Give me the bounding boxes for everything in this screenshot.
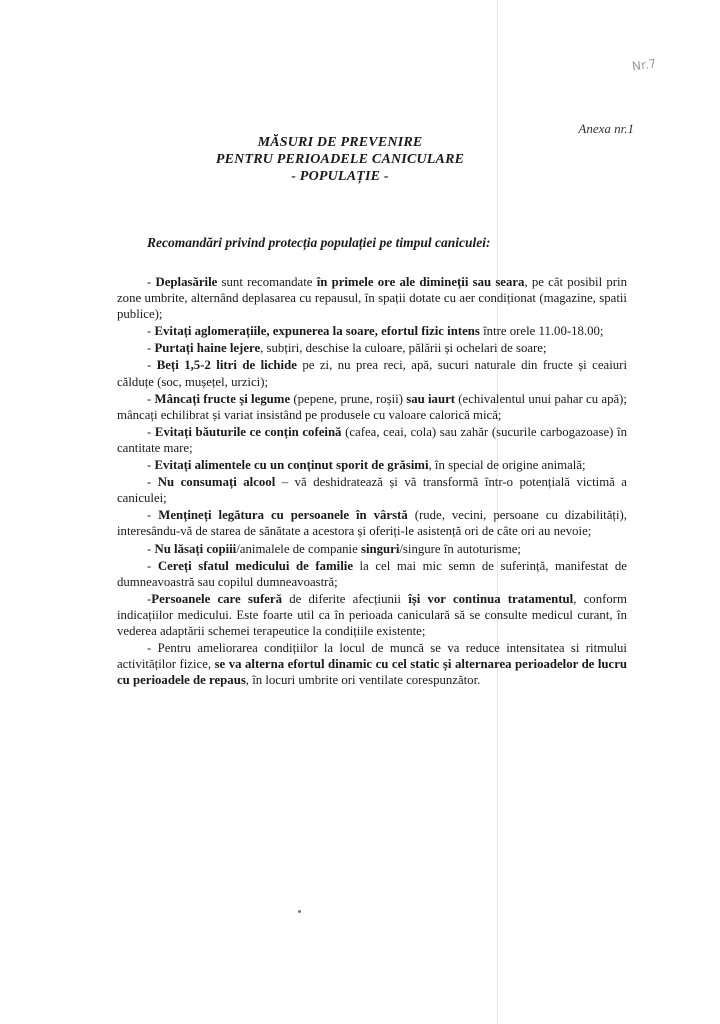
recommendation-paragraph xyxy=(117,507,627,539)
body-text: - xyxy=(147,391,155,406)
recommendation-paragraph xyxy=(117,357,627,389)
body-text: (rude, vecini, persoane cu dizabilități), interesându-vă de starea de sănătate a acestora și oferiți-le asistență ori de câte ori au nevoie; xyxy=(117,508,627,539)
body-text: sunt recomandate xyxy=(217,275,317,289)
body-text: - xyxy=(147,275,156,289)
body-text: /singure în autoturisme; xyxy=(399,541,521,556)
body-text: la cel mai mic semn de suferință, manifestat de dumneavoastră sau copilul dumneavoastră; xyxy=(117,558,627,589)
recommendation-paragraph xyxy=(117,591,627,639)
body-text: - xyxy=(147,324,155,339)
body-text: - xyxy=(147,475,158,490)
annex-label: Anexa nr.1 xyxy=(578,121,634,136)
body-text: - xyxy=(147,558,158,573)
recommendation-paragraph xyxy=(117,274,627,322)
body-text: (pepene, prune, roșii) xyxy=(290,391,407,406)
emphasis-text: sau iaurt xyxy=(406,391,456,406)
emphasis-text: Nu consumați alcool xyxy=(157,475,276,490)
document-title xyxy=(0,134,680,185)
emphasis-text: Cereți sfatul medicului de familie xyxy=(157,558,353,573)
body-text: între orele 11.00-18.00; xyxy=(479,324,604,339)
body-text: (cafea, ceai, cola) sau zahăr (sucurile carbogazoase) în cantitate mare; xyxy=(117,424,627,455)
recommendation-paragraph xyxy=(117,541,627,557)
recommendation-paragraph xyxy=(117,640,627,688)
emphasis-text: Deplasările xyxy=(155,275,218,289)
handwritten-margin-note: Nr.7 xyxy=(631,56,658,74)
emphasis-text: Evitați aglomerațiile, expunerea la soare, efortul fizic intens xyxy=(154,324,480,339)
body-text: de diferite afecțiunii xyxy=(282,591,409,606)
body-text: , în locuri umbrite ori ventilate corespunzător. xyxy=(245,673,481,688)
emphasis-text: Evitați băuturile ce conțin cofeină xyxy=(154,424,342,439)
recommendations-body xyxy=(117,274,627,689)
scan-speck xyxy=(298,910,301,913)
body-text: - xyxy=(147,591,152,606)
emphasis-text: își vor continua tratamentul xyxy=(408,591,574,606)
emphasis-text: Beți 1,5-2 litri de lichide xyxy=(156,358,297,373)
body-text: - xyxy=(147,458,155,473)
recommendation-paragraph xyxy=(117,474,627,506)
body-text: - xyxy=(147,341,155,356)
body-text: - xyxy=(147,424,155,439)
body-text: , conform indicațiilor medicului. Este foarte util ca în perioada caniculară să se consulte medicul curant, în vederea adaptării schemei terapeutice la condițiile existente; xyxy=(117,591,627,638)
emphasis-text: Mențineți legătura cu persoanele în vârstă xyxy=(158,508,408,523)
emphasis-text: Persoanele care suferă xyxy=(151,591,282,606)
body-text: (echivalentul unui pahar cu apă); mâncați echilibrat și variat insistând pe produsele cu valoare calorică mică; xyxy=(117,391,627,422)
body-text: pe zi, nu prea reci, apă, sucuri naturale din fructe și ceaiuri călduțe (soc, mușețel, urzici); xyxy=(117,358,627,389)
title-line-2: PENTRU PERIOADELE CANICULARE xyxy=(215,152,465,167)
body-text: - xyxy=(147,541,155,556)
body-text: , subțiri, deschise la culoare, pălării și ochelari de soare; xyxy=(260,341,547,356)
body-text: - xyxy=(147,358,157,373)
recommendation-paragraph xyxy=(117,424,627,456)
body-text: - xyxy=(147,508,159,523)
emphasis-text: Mâncați fructe și legume xyxy=(154,391,291,406)
recommendation-paragraph xyxy=(117,457,627,473)
recommendation-paragraph xyxy=(117,391,627,423)
emphasis-text: se va alterna efortul dinamic cu cel static și alternarea perioadelor de lucru cu perioadele de repaus xyxy=(117,657,627,688)
emphasis-text: în primele ore ale dimineții sau seara xyxy=(316,275,525,289)
emphasis-text: Nu lăsați copiii xyxy=(154,541,237,556)
body-text: - Pentru ameliorarea condițiilor la locul de muncă se va reduce intensitatea si ritmului activităților fizice, xyxy=(117,641,627,672)
title-line-1: MĂSURI DE PREVENIRE xyxy=(257,135,423,150)
recommendation-paragraph xyxy=(117,340,627,356)
recommendation-paragraph xyxy=(117,323,627,339)
body-text: , în special de origine animală; xyxy=(428,458,586,473)
emphasis-text: singuri xyxy=(360,541,400,556)
body-text: – vă deshidratează și vă transformă într-o potențială victimă a caniculei; xyxy=(117,475,627,506)
recommendation-paragraph xyxy=(117,558,627,590)
section-subtitle: Recomandări privind protecția populației pe timpul caniculei: xyxy=(147,235,491,250)
title-line-3: - POPULAȚIE - xyxy=(291,169,389,184)
emphasis-text: Evitați alimentele cu un conținut sporit de grăsimi xyxy=(154,458,429,473)
emphasis-text: Purtați haine lejere xyxy=(154,341,261,356)
body-text: /animalele de companie xyxy=(236,541,361,556)
body-text: , pe cât posibil prin zone umbrite, alternând deplasarea cu repausul, în spații dotate cu aer condiționat (magazine, spatii publice); xyxy=(117,275,627,322)
